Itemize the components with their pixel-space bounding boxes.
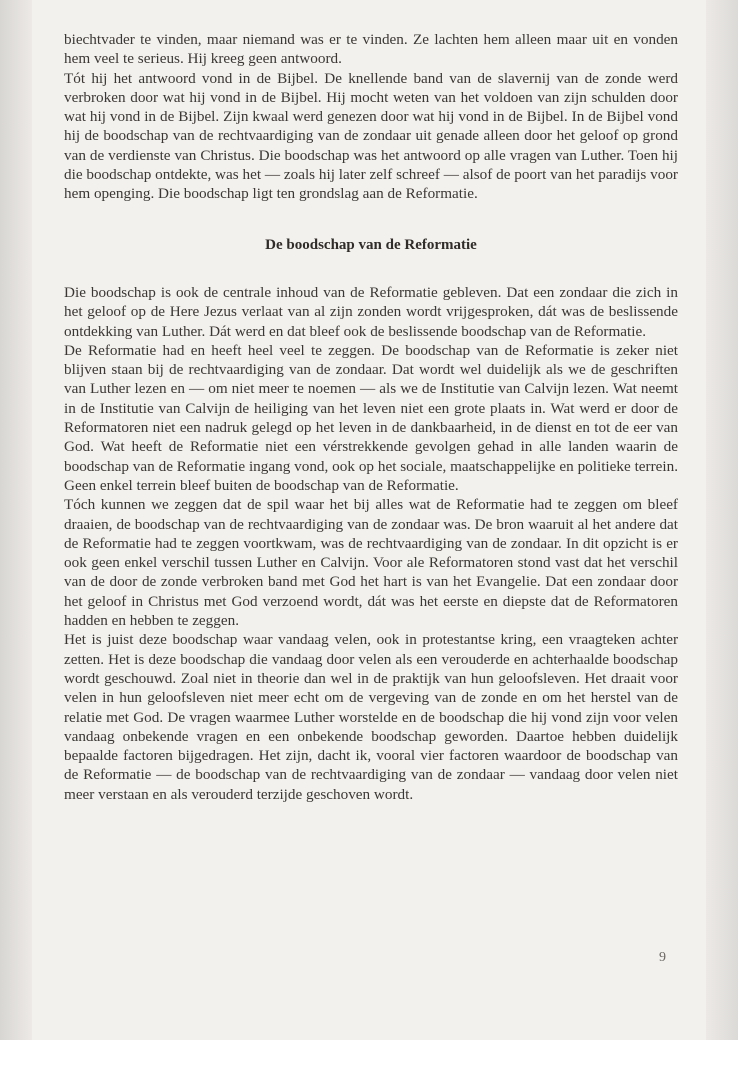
page-gutter-right	[706, 0, 738, 1040]
page-text	[64, 30, 678, 804]
paragraph: Tóch kunnen we zeggen dat de spil waar het bij alles wat de Reformatie had te zeggen om bleef draaien, de boodschap van de rechtvaardiging van de zondaar was. De bron waaruit al het andere dat de Reformatie had te zeggen voortkwam, was de rechtvaardiging van de zondaar. In dit opzicht is er ook geen enkel verschil tussen Luther en Calvijn. Voor ale Reformatoren stond vast dat het verschil van de door de zonde verbroken band met God het hart is van het Evangelie. Dat een zondaar door het geloof in Christus met God verzoend wordt, dát was het eerste en diepste dat de Reformatoren hadden en hebben te zeggen.	[64, 496, 678, 630]
bottom-margin	[0, 1040, 738, 1068]
section-heading: De boodschap van de Reformatie	[265, 236, 477, 253]
paragraph: biechtvader te vinden, maar niemand was er te vinden. Ze lachten hem alleen maar uit en vonden hem veel te serieus. Hij kreeg geen antwoord.	[64, 31, 678, 68]
paragraph: Die boodschap is ook de centrale inhoud van de Reformatie gebleven. Dat een zondaar die zich in het geloof op de Here Jezus verlaat van al zijn zonden wordt vrijgesproken, dát was de beslissende ontdekking van Luther. Dát werd en dat bleef ook de beslissende boodschap van de Reformatie.	[64, 283, 678, 340]
paragraph: Tót hij het antwoord vond in de Bijbel. De knellende band van de slavernij van de zonde werd verbroken door wat hij vond in de Bijbel. Hij mocht weten van het voldoen van zijn schulden door wat hij vond in de Bijbel. Zijn kwaal werd genezen door wat hij vond in de Bijbel. In de Bijbel vond hij de boodschap van de rechtvaardiging van de zondaar uit genade alleen door het geloof op grond van de verdienste van Christus. Die boodschap was het antwoord op alle vragen van Luther. Toen hij die boodschap ontdekte, was het — zoals hij later zelf schreef — alsof de poort van het paradijs voor hem openging. Die boodschap ligt ten grondslag aan de Reformatie.	[64, 69, 678, 203]
book-page	[32, 0, 706, 1040]
paragraph: De Reformatie had en heeft heel veel te zeggen. De boodschap van de Reformatie is zeker niet blijven staan bij de rechtvaardiging van de zondaar. Dat wordt wel duidelijk als we de geschriften van Luther lezen en — om niet meer te noemen — als we de Institutie van Calvijn lezen. Wat neemt in de Institutie van Calvijn de heiliging van het leven niet een grote plaats in. Wat werd er door de Reformatoren niet een nadruk gelegd op het leven in de dankbaarheid, in de dienst en tot de eer van God. Wat heeft de Reformatie niet een vérstrekkende gevolgen gehad in alle landen waarin de boodschap van de Reformatie ingang vond, ook op het sociale, maatschappelijke en politieke terrein. Geen enkel terrein bleef buiten de boodschap van de Reformatie.	[64, 341, 678, 494]
page-number: 9	[659, 950, 666, 965]
page-gutter-left	[0, 0, 32, 1040]
paragraph: Het is juist deze boodschap waar vandaag velen, ook in protestantse kring, een vraagteken achter zetten. Het is deze boodschap die vandaag door velen als een verouderde en achterhaalde boodschap wordt geschouwd. Zoal niet in theorie dan wel in de praktijk van hun geloofsleven. Het draait voor velen in hun geloofsleven niet meer echt om de vergeving van de zonde en om het herstel van de relatie met God. De vragen waarmee Luther worstelde en de boodschap die hij vond zijn voor velen vandaag onbekende vragen en een onbekende boodschap geworden. Daartoe hebben duidelijk bepaalde factoren bijgedragen. Het zijn, dacht ik, vooral vier factoren waardoor de boodschap van de Reformatie — de boodschap van de rechtvaardiging van de zondaar — vandaag door velen niet meer verstaan en als verouderd terzijde geschoven wordt.	[64, 631, 678, 803]
